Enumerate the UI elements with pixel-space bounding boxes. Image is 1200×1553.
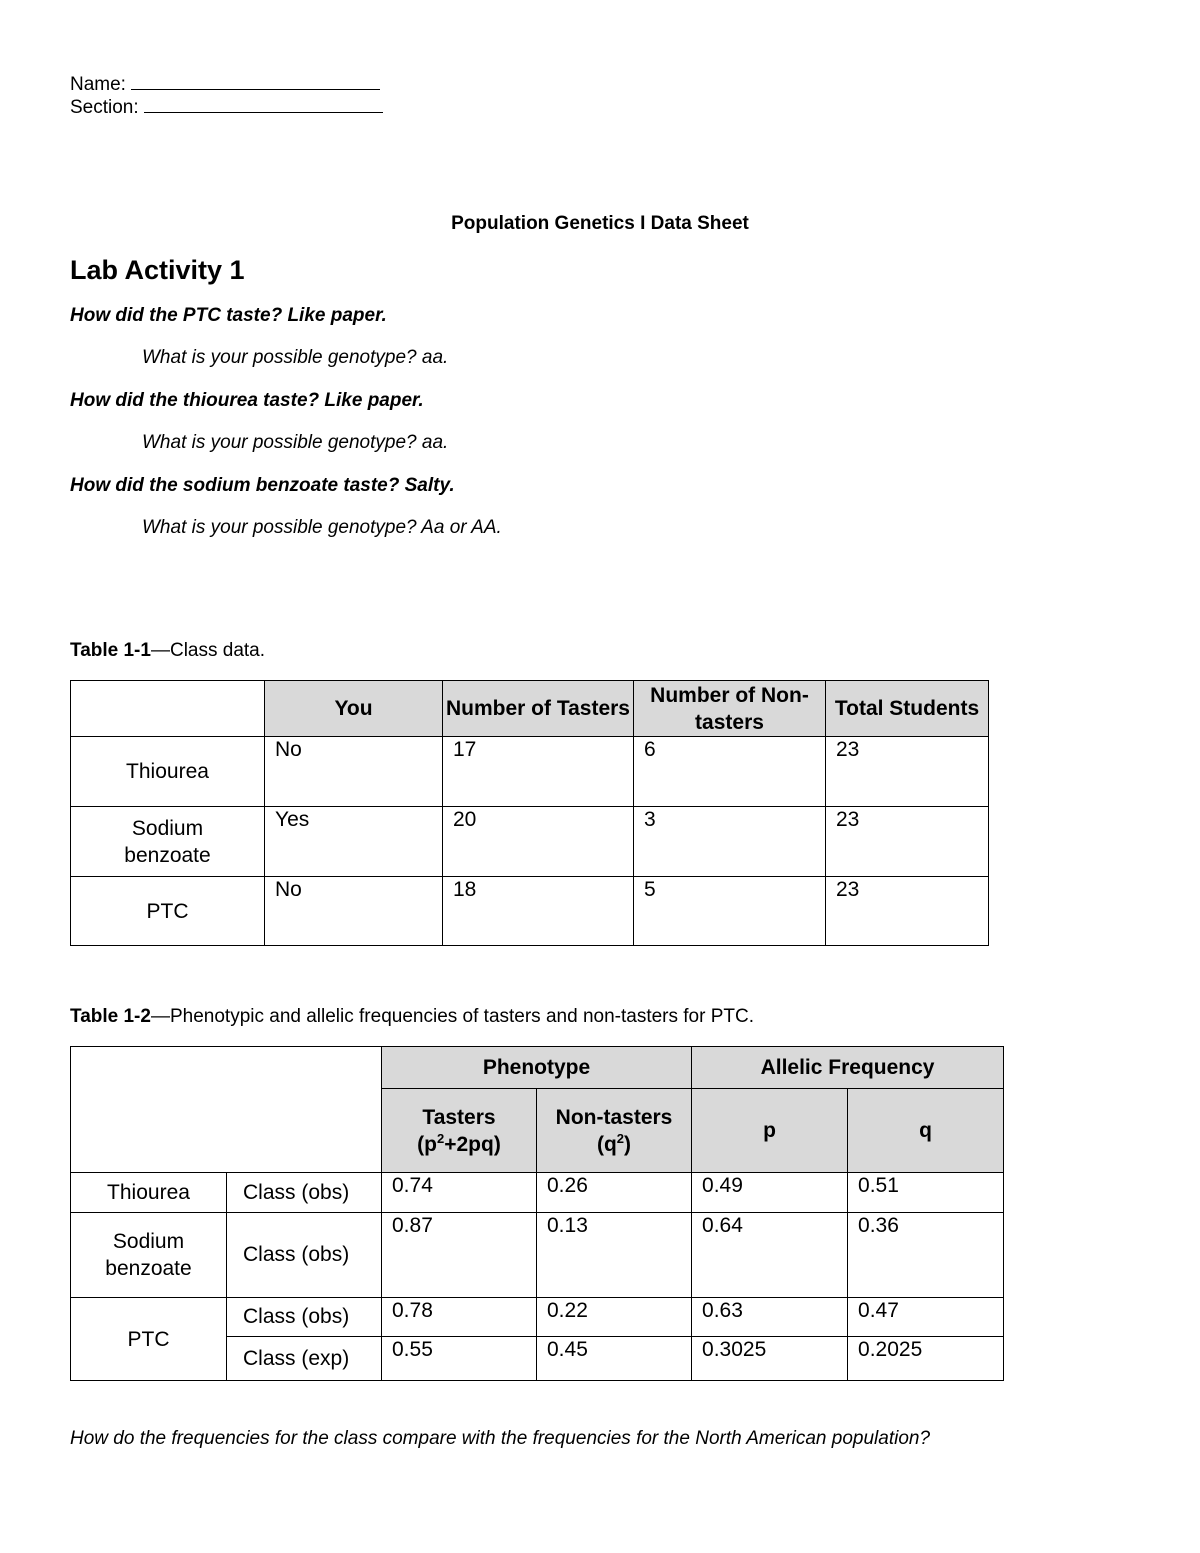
- table2-caption-label: Table 1-2: [70, 1006, 151, 1027]
- header-tasters: [382, 1089, 537, 1173]
- cell-class: Class (obs): [227, 1213, 382, 1298]
- question-ptc: How did the PTC taste? Like paper.: [70, 305, 387, 326]
- cell-tasters: 0.74: [382, 1173, 537, 1213]
- table2-caption-text: —Phenotypic and allelic frequencies of tasters and non-tasters for PTC.: [150, 1006, 754, 1027]
- cell-p: 0.49: [692, 1173, 848, 1213]
- cell-p: 0.64: [692, 1213, 848, 1298]
- section-field[interactable]: [70, 94, 383, 119]
- name-field[interactable]: [70, 71, 380, 96]
- corner-cell: [71, 681, 265, 737]
- cell-nontasters: 0.22: [537, 1298, 692, 1337]
- name-line[interactable]: [131, 71, 380, 90]
- table1-caption-label: Table 1-1: [70, 640, 151, 661]
- cell-total: 23: [826, 737, 989, 807]
- header-nontasters: Number of Non-tasters: [634, 681, 826, 737]
- cell-tasters: 0.55: [382, 1337, 537, 1381]
- activity-heading: Lab Activity 1: [70, 255, 245, 285]
- table1-caption-text: —Class data.: [150, 640, 266, 661]
- table-row: [71, 1173, 1004, 1213]
- cell-nontasters: 0.26: [537, 1173, 692, 1213]
- row-label: Thiourea: [71, 737, 265, 807]
- answer-thiourea: What is your possible genotype? aa.: [142, 432, 449, 453]
- question-thiourea: How did the thiourea taste? Like paper.: [70, 390, 424, 411]
- cell-total: 23: [826, 807, 989, 877]
- name-label: Name:: [70, 74, 126, 95]
- table-row: [71, 877, 989, 946]
- cell-nontasters: 0.13: [537, 1213, 692, 1298]
- closing-question: How do the frequencies for the class compare with the frequencies for the North American population?: [70, 1428, 931, 1449]
- cell-tasters: 0.87: [382, 1213, 537, 1298]
- header-nontasters: [537, 1089, 692, 1173]
- cell-tasters: 20: [443, 807, 634, 877]
- page-title: Population Genetics I Data Sheet: [451, 213, 749, 234]
- row-label: Thiourea: [71, 1173, 227, 1213]
- header-total: Total Students: [826, 681, 989, 737]
- header-tasters-formula: $(p^2+2pq)$: [417, 1130, 501, 1156]
- table2-caption: [70, 1006, 754, 1028]
- header-tasters: Number of Tasters: [443, 681, 634, 737]
- header-tasters-label: Tasters: [422, 1105, 496, 1129]
- cell-nontasters: 5: [634, 877, 826, 946]
- table-row: [71, 807, 989, 877]
- cell-q: 0.36: [848, 1213, 1004, 1298]
- question-sodium: How did the sodium benzoate taste? Salty.: [70, 475, 455, 496]
- header-you: You: [265, 681, 443, 737]
- cell-tasters: 18: [443, 877, 634, 946]
- cell-class: Class (exp): [227, 1337, 382, 1381]
- section-label: Section:: [70, 97, 139, 118]
- cell-q: 0.47: [848, 1298, 1004, 1337]
- answer-sodium: What is your possible genotype? Aa or AA.: [142, 517, 502, 538]
- cell-nontasters: 0.45: [537, 1337, 692, 1381]
- header-nontasters-formula: $(q^2)$: [596, 1130, 632, 1156]
- cell-class: Class (obs): [227, 1173, 382, 1213]
- answer-ptc: What is your possible genotype? aa.: [142, 347, 449, 368]
- cell-class: Class (obs): [227, 1298, 382, 1337]
- header-allelic-frequency: Allelic Frequency: [692, 1047, 1004, 1089]
- cell-nontasters: 3: [634, 807, 826, 877]
- header-q: q: [848, 1089, 1004, 1173]
- section-line[interactable]: [144, 94, 383, 113]
- cell-p: 0.3025: [692, 1337, 848, 1381]
- table1-caption: [70, 640, 265, 662]
- cell-nontasters: 6: [634, 737, 826, 807]
- header-p: p: [692, 1089, 848, 1173]
- table-row: [71, 737, 989, 807]
- cell-tasters: 0.78: [382, 1298, 537, 1337]
- cell-total: 23: [826, 877, 989, 946]
- row-label: PTC: [71, 1298, 227, 1381]
- cell-you: Yes: [265, 807, 443, 877]
- table-header-row: [71, 681, 989, 737]
- table-row: [71, 1298, 1004, 1337]
- cell-you: No: [265, 877, 443, 946]
- header-phenotype: Phenotype: [382, 1047, 692, 1089]
- corner-cell: [71, 1047, 382, 1173]
- cell-q: 0.2025: [848, 1337, 1004, 1381]
- header-nontasters-label: Non-tasters: [555, 1105, 673, 1129]
- class-data-table: [70, 680, 989, 946]
- row-label: Sodium benzoate: [71, 1213, 227, 1298]
- table-header-row: [71, 1047, 1004, 1089]
- frequency-table: [70, 1046, 1004, 1381]
- cell-tasters: 17: [443, 737, 634, 807]
- row-label: Sodium benzoate: [71, 807, 265, 877]
- cell-you: No: [265, 737, 443, 807]
- row-label: PTC: [71, 877, 265, 946]
- cell-q: 0.51: [848, 1173, 1004, 1213]
- cell-p: 0.63: [692, 1298, 848, 1337]
- table-row: [71, 1213, 1004, 1298]
